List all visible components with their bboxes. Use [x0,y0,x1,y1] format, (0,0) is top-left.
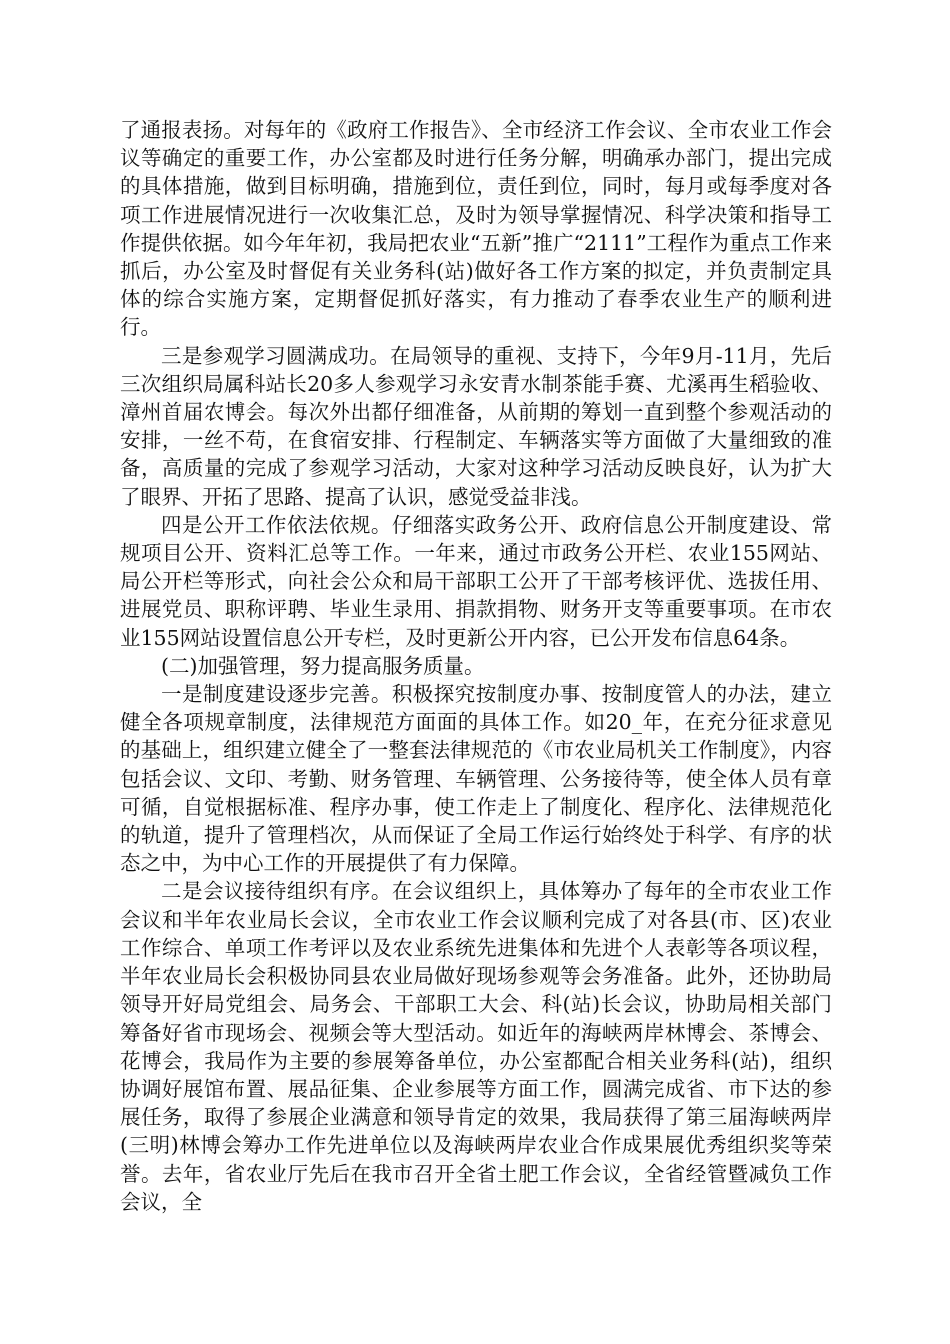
paragraph-2: 三是参观学习圆满成功。在局领导的重视、支持下，今年9月-11月，先后三次组织局属科站长20多人参观学习永安青水制茶能手赛、尤溪再生稻验收、漳州首届农博会。每次外出都仔细准备，从前期的筹划一直到整个参观活动的安排，一丝不苟，在食宿安排、行程制定、车辆落实等方面做了大量细致的准备，高质量的完成了参观学习活动，大家对这种学习活动反映良好，认为扩大了眼界、开拓了思路、提高了认识，感觉受益非浅。 [120,343,832,509]
paragraph-1: 了通报表扬。对每年的《政府工作报告》、全市经济工作会议、全市农业工作会议等确定的重要工作，办公室都及时进行任务分解，明确承办部门，提出完成的具体措施，做到目标明确，措施到位，责任到位，同时，每月或每季度对各项工作进展情况进行一次收集汇总，及时为领导掌握情况、科学决策和指导工作提供依据。如今年年初，我局把农业“五新”推广“2111”工程作为重点工作来抓后，办公室及时督促有关业务科(站)做好各工作方案的拟定，并负责制定具体的综合实施方案，定期督促抓好落实，有力推动了春季农业生产的顺利进行。 [120,118,832,340]
document-page [120,116,832,1216]
paragraph-3: 四是公开工作依法依规。仔细落实政务公开、政府信息公开制度建设、常规项目公开、资料汇总等工作。一年来，通过市政务公开栏、农业155网站、局公开栏等形式，向社会公众和局干部职工公开了干部考核评优、选拔任用、进展党员、职称评聘、毕业生录用、捐款捐物、财务开支等重要事项。在市农业155网站设置信息公开专栏，及时更新公开内容，已公开发布信息64条。 [120,512,832,650]
paragraph-4: 一是制度建设逐步完善。积极探究按制度办事、按制度管人的办法，建立健全各项规章制度，法律规范方面面的具体工作。如20_年，在充分征求意见的基础上，组织建立健全了一整套法律规范的《市农业局机关工作制度》，内容包括会议、文印、考勤、财务管理、车辆管理、公务接待等，使全体人员有章可循，自觉根据标准、程序办事，使工作走上了制度化、程序化、法律规范化的轨道，提升了管理档次，从而保证了全局工作运行始终处于科学、有序的状态之中，为中心工作的开展提供了有力保障。 [120,682,832,876]
paragraph-5: 二是会议接待组织有序。在会议组织上，具体筹办了每年的全市农业工作会议和半年农业局长会议，全市农业工作会议顺利完成了对各县(市、区)农业工作综合、单项工作考评以及农业系统先进集体和先进个人表彰等各项议程，半年农业局长会积极协同县农业局做好现场参观等会务准备。此外，还协助局领导开好局党组会、局务会、干部职工大会、科(站)长会议，协助局相关部门筹备好省市现场会、视频会等大型活动。如近年的海峡两岸林博会、茶博会、花博会，我局作为主要的参展筹备单位，办公室都配合相关业务科(站)，组织协调好展馆布置、展品征集、企业参展等方面工作，圆满完成省、市下达的参展任务，取得了参展企业满意和领导肯定的效果，我局获得了第三届海峡两岸(三明)林博会筹办工作先进单位以及海峡两岸农业合作成果展优秀组织奖等荣誉。去年，省农业厅先后在我市召开全省土肥工作会议，全省经管暨减负工作会议，全 [120,879,832,1214]
section-heading: (二)加强管理，努力提高服务质量。 [161,653,485,678]
